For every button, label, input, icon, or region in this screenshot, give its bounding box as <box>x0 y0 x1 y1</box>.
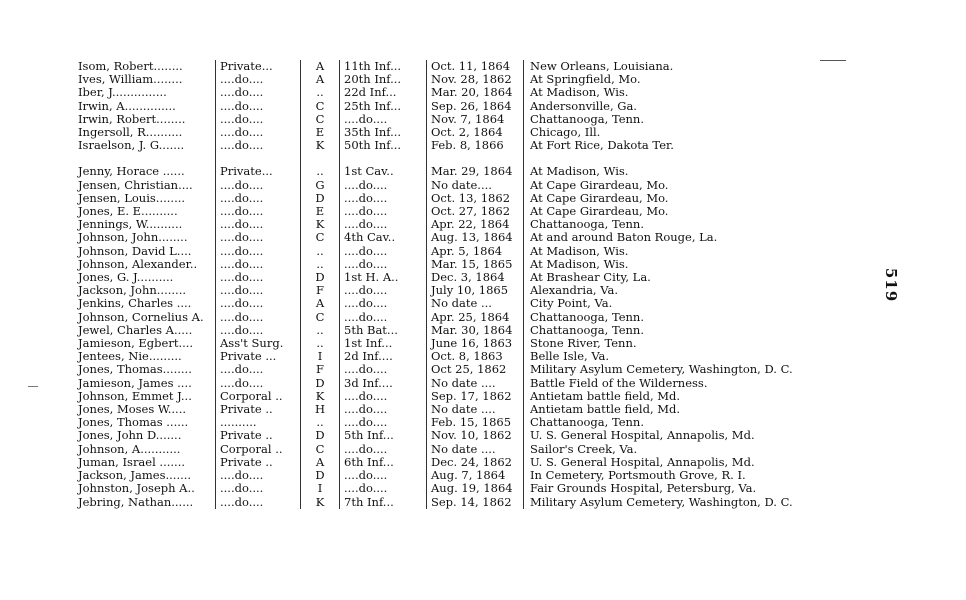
soldier-name-cell: Jones, John D....... <box>78 428 182 443</box>
rank-cell: ....do.... <box>216 205 301 218</box>
date-of-death-cell: Sep. 17, 1862 <box>427 390 524 403</box>
place-of-burial-cell: At Madison, Wis. <box>524 258 821 271</box>
table-row <box>78 139 820 152</box>
regiment-cell: 50th Inf... <box>340 139 427 152</box>
soldier-name-cell: Jones, G. J.......... <box>78 270 174 285</box>
regiment-cell: 25th Inf... <box>340 100 427 113</box>
table-row <box>78 311 820 324</box>
soldier-name-cell: Johnson, A........... <box>78 441 181 456</box>
regiment-cell: ....do.... <box>340 443 427 456</box>
regiment-cell: ....do.... <box>340 258 427 271</box>
soldier-name-cell: Ingersoll, R.......... <box>78 125 183 140</box>
place-of-burial-cell: Antietam battle field, Md. <box>524 390 821 403</box>
regiment-cell: 1st Inf... <box>340 337 427 350</box>
soldier-name-cell: Ives, William........ <box>78 72 183 87</box>
company-cell: D <box>301 377 340 390</box>
rank-cell: ....do.... <box>216 271 301 284</box>
rank-cell: ....do.... <box>216 73 301 86</box>
date-of-death-cell: Oct. 27, 1862 <box>427 205 524 218</box>
table-row <box>78 86 820 99</box>
soldier-name-cell: Jebring, Nathan...... <box>78 494 194 509</box>
rank-cell: ....do.... <box>216 245 301 258</box>
place-of-burial-cell: U. S. General Hospital, Annapolis, Md. <box>524 429 821 442</box>
table-row <box>78 482 820 495</box>
soldier-name-cell: Jones, Thomas ...... <box>78 415 189 430</box>
soldier-name-cell: Juman, Israel ....... <box>78 454 186 469</box>
date-of-death-cell: Mar. 30, 1864 <box>427 324 524 337</box>
company-cell: .. <box>301 165 340 178</box>
place-of-burial-cell: At Fort Rice, Dakota Ter. <box>524 139 821 152</box>
date-of-death-cell: Apr. 25, 1864 <box>427 311 524 324</box>
date-of-death-cell: Aug. 7, 1864 <box>427 469 524 482</box>
company-cell: K <box>301 390 340 403</box>
rank-cell: ....do.... <box>216 231 301 244</box>
company-cell: E <box>301 126 340 139</box>
company-cell: K <box>301 218 340 231</box>
company-cell: I <box>301 482 340 495</box>
place-of-burial-cell: At Madison, Wis. <box>524 86 821 99</box>
soldier-name-cell: Iber, J............... <box>78 85 167 100</box>
soldier-name-cell: Jenny, Horace ...... <box>78 164 185 179</box>
date-of-death-cell: Mar. 29, 1864 <box>427 165 524 178</box>
date-of-death-cell: No date.... <box>427 179 524 192</box>
company-cell: K <box>301 139 340 152</box>
rank-cell: ....do.... <box>216 86 301 99</box>
soldier-name-cell: Johnson, David L.... <box>78 243 192 258</box>
place-of-burial-cell: At Madison, Wis. <box>524 245 821 258</box>
place-of-burial-cell: Chattanooga, Tenn. <box>524 113 821 126</box>
soldier-name-cell: Irwin, A.............. <box>78 98 176 113</box>
rank-cell: Ass't Surg. <box>216 337 301 350</box>
date-of-death-cell: Oct. 13, 1862 <box>427 192 524 205</box>
regiment-cell: ....do.... <box>340 469 427 482</box>
rank-cell: ....do.... <box>216 496 301 509</box>
place-of-burial-cell: At Cape Girardeau, Mo. <box>524 205 821 218</box>
place-of-burial-cell: At Brashear City, La. <box>524 271 821 284</box>
regiment-cell: ....do.... <box>340 297 427 310</box>
place-of-burial-cell: Chattanooga, Tenn. <box>524 218 821 231</box>
soldier-name-cell: Jones, E. E.......... <box>78 204 178 219</box>
margin-tick <box>28 386 38 387</box>
company-cell: D <box>301 192 340 205</box>
company-cell: D <box>301 271 340 284</box>
place-of-burial-cell: Chicago, Ill. <box>524 126 821 139</box>
regiment-cell: 4th Cav.. <box>340 231 427 244</box>
regiment-cell: ....do.... <box>340 179 427 192</box>
date-of-death-cell: Aug. 19, 1864 <box>427 482 524 495</box>
table-row <box>78 100 820 113</box>
page-number: 519 <box>882 267 901 303</box>
place-of-burial-cell: Antietam battle field, Md. <box>524 403 821 416</box>
place-of-burial-cell: At Cape Girardeau, Mo. <box>524 192 821 205</box>
rank-cell: Private... <box>216 165 301 178</box>
regiment-cell: 35th Inf... <box>340 126 427 139</box>
rank-cell: ....do.... <box>216 218 301 231</box>
rank-cell: ....do.... <box>216 324 301 337</box>
company-cell: C <box>301 443 340 456</box>
date-of-death-cell: June 16, 1863 <box>427 337 524 350</box>
date-of-death-cell: Feb. 15, 1865 <box>427 416 524 429</box>
place-of-burial-cell: At Cape Girardeau, Mo. <box>524 179 821 192</box>
rank-cell: .......... <box>216 416 301 429</box>
company-cell: K <box>301 496 340 509</box>
rank-cell: ....do.... <box>216 113 301 126</box>
rank-cell: ....do.... <box>216 100 301 113</box>
rank-cell: ....do.... <box>216 126 301 139</box>
soldier-name-cell: Israelson, J. G....... <box>78 138 185 153</box>
table-row <box>78 179 820 192</box>
company-cell: C <box>301 231 340 244</box>
table-row <box>78 245 820 258</box>
regiment-cell: 3d Inf.... <box>340 377 427 390</box>
regiment-cell: ....do.... <box>340 390 427 403</box>
place-of-burial-cell: U. S. General Hospital, Annapolis, Md. <box>524 456 821 469</box>
regiment-cell: ....do.... <box>340 363 427 376</box>
table-row <box>78 443 820 456</box>
place-of-burial-cell: Battle Field of the Wilderness. <box>524 377 821 390</box>
rank-cell: ....do.... <box>216 469 301 482</box>
regiment-cell: ....do.... <box>340 403 427 416</box>
regiment-cell: 5th Bat... <box>340 324 427 337</box>
place-of-burial-cell: Military Asylum Cemetery, Washington, D. C. <box>524 363 821 376</box>
place-of-burial-cell: City Point, Va. <box>524 297 821 310</box>
margin-rule <box>820 60 846 61</box>
date-of-death-cell: Mar. 15, 1865 <box>427 258 524 271</box>
date-of-death-cell: Oct. 2, 1864 <box>427 126 524 139</box>
regiment-cell: 20th Inf... <box>340 73 427 86</box>
place-of-burial-cell: Fair Grounds Hospital, Petersburg, Va. <box>524 482 821 495</box>
date-of-death-cell: Dec. 24, 1862 <box>427 456 524 469</box>
date-of-death-cell: Oct. 8, 1863 <box>427 350 524 363</box>
date-of-death-cell: Dec. 3, 1864 <box>427 271 524 284</box>
regiment-cell: ....do.... <box>340 218 427 231</box>
place-of-burial-cell: In Cemetery, Portsmouth Grove, R. I. <box>524 469 821 482</box>
date-of-death-cell: Nov. 28, 1862 <box>427 73 524 86</box>
rank-cell: ....do.... <box>216 311 301 324</box>
table-row <box>78 231 820 244</box>
company-cell: C <box>301 100 340 113</box>
place-of-burial-cell: At and around Baton Rouge, La. <box>524 231 821 244</box>
table-row <box>78 429 820 442</box>
place-of-burial-cell: At Madison, Wis. <box>524 165 821 178</box>
rank-cell: ....do.... <box>216 363 301 376</box>
company-cell: H <box>301 403 340 416</box>
soldier-name-cell: Jentees, Nie......... <box>78 349 182 364</box>
regiment-cell: 5th Inf... <box>340 429 427 442</box>
date-of-death-cell: Apr. 5, 1864 <box>427 245 524 258</box>
rank-cell: Private .. <box>216 429 301 442</box>
soldier-name-cell: Isom, Robert........ <box>78 59 183 73</box>
date-of-death-cell: Nov. 7, 1864 <box>427 113 524 126</box>
soldier-name-cell: Jensen, Christian.... <box>78 177 193 192</box>
place-of-burial-cell: Sailor's Creek, Va. <box>524 443 821 456</box>
soldier-name-cell: Jensen, Louis........ <box>78 190 186 205</box>
regiment-cell: 6th Inf... <box>340 456 427 469</box>
company-cell: .. <box>301 245 340 258</box>
company-cell: G <box>301 179 340 192</box>
company-cell: .. <box>301 416 340 429</box>
rank-cell: ....do.... <box>216 258 301 271</box>
company-cell: D <box>301 429 340 442</box>
regiment-cell: ....do.... <box>340 416 427 429</box>
company-cell: D <box>301 469 340 482</box>
burial-register-table <box>78 60 820 509</box>
company-cell: A <box>301 60 340 73</box>
company-cell: A <box>301 456 340 469</box>
date-of-death-cell: Nov. 10, 1862 <box>427 429 524 442</box>
company-cell: C <box>301 113 340 126</box>
date-of-death-cell: Aug. 13, 1864 <box>427 231 524 244</box>
table-row <box>78 297 820 310</box>
rank-cell: ....do.... <box>216 482 301 495</box>
table-row <box>78 363 820 376</box>
date-of-death-cell: Feb. 8, 1866 <box>427 139 524 152</box>
regiment-cell: 2d Inf.... <box>340 350 427 363</box>
date-of-death-cell: Apr. 22, 1864 <box>427 218 524 231</box>
rank-cell: Private .. <box>216 403 301 416</box>
soldier-name-cell: Jewel, Charles A..... <box>78 322 193 337</box>
company-cell: .. <box>301 324 340 337</box>
date-of-death-cell: No date .... <box>427 377 524 390</box>
rank-cell: ....do.... <box>216 377 301 390</box>
soldier-name-cell: Johnson, Alexander.. <box>78 256 198 271</box>
regiment-cell: ....do.... <box>340 113 427 126</box>
table-row <box>78 165 820 178</box>
date-of-death-cell: July 10, 1865 <box>427 284 524 297</box>
regiment-cell: ....do.... <box>340 311 427 324</box>
soldier-name-cell: Jamieson, Egbert.... <box>78 336 194 351</box>
company-cell: F <box>301 284 340 297</box>
rank-cell: ....do.... <box>216 179 301 192</box>
soldier-name-cell: Irwin, Robert........ <box>78 111 186 126</box>
place-of-burial-cell: New Orleans, Louisiana. <box>524 60 821 73</box>
regiment-cell: ....do.... <box>340 284 427 297</box>
rank-cell: Private .. <box>216 456 301 469</box>
date-of-death-cell: Sep. 26, 1864 <box>427 100 524 113</box>
rank-cell: Corporal .. <box>216 443 301 456</box>
table-row <box>78 496 820 509</box>
soldier-name-cell: Jamieson, James .... <box>78 375 192 390</box>
place-of-burial-cell: Military Asylum Cemetery, Washington, D. C. <box>524 496 821 509</box>
company-cell: .. <box>301 337 340 350</box>
regiment-cell: 1st H. A.. <box>340 271 427 284</box>
date-of-death-cell: Oct. 11, 1864 <box>427 60 524 73</box>
place-of-burial-cell: Chattanooga, Tenn. <box>524 324 821 337</box>
company-cell: F <box>301 363 340 376</box>
date-of-death-cell: Oct 25, 1862 <box>427 363 524 376</box>
soldier-name-cell: Jennings, W.......... <box>78 217 183 232</box>
rank-cell: ....do.... <box>216 139 301 152</box>
regiment-cell: ....do.... <box>340 205 427 218</box>
regiment-cell: ....do.... <box>340 245 427 258</box>
place-of-burial-cell: Belle Isle, Va. <box>524 350 821 363</box>
soldier-name-cell: Jackson, James....... <box>78 468 192 483</box>
rank-cell: ....do.... <box>216 284 301 297</box>
soldier-name-cell: Johnson, John........ <box>78 230 188 245</box>
regiment-cell: 22d Inf... <box>340 86 427 99</box>
company-cell: A <box>301 73 340 86</box>
soldier-name-cell: Jackson, John........ <box>78 283 187 298</box>
company-cell: E <box>301 205 340 218</box>
company-cell: A <box>301 297 340 310</box>
soldier-name-cell: Johnston, Joseph A.. <box>78 481 195 496</box>
date-of-death-cell: Mar. 20, 1864 <box>427 86 524 99</box>
company-cell: I <box>301 350 340 363</box>
place-of-burial-cell: Andersonville, Ga. <box>524 100 821 113</box>
soldier-name-cell: Jenkins, Charles .... <box>78 296 192 311</box>
date-of-death-cell: No date .... <box>427 403 524 416</box>
rank-cell: Corporal .. <box>216 390 301 403</box>
regiment-cell: 1st Cav.. <box>340 165 427 178</box>
company-cell: .. <box>301 86 340 99</box>
company-cell: C <box>301 311 340 324</box>
regiment-cell: ....do.... <box>340 482 427 495</box>
place-of-burial-cell: Stone River, Tenn. <box>524 337 821 350</box>
date-of-death-cell: No date ... <box>427 297 524 310</box>
place-of-burial-cell: Alexandria, Va. <box>524 284 821 297</box>
rank-cell: ....do.... <box>216 192 301 205</box>
regiment-cell: 7th Inf... <box>340 496 427 509</box>
table-row <box>78 377 820 390</box>
date-of-death-cell: Sep. 14, 1862 <box>427 496 524 509</box>
regiment-cell: 11th Inf... <box>340 60 427 73</box>
company-cell: .. <box>301 258 340 271</box>
rank-cell: Private ... <box>216 350 301 363</box>
soldier-name-cell: Johnson, Emmet J... <box>78 388 192 403</box>
soldier-name-cell: Jones, Moses W..... <box>78 402 187 417</box>
rank-cell: Private... <box>216 60 301 73</box>
date-of-death-cell: No date .... <box>427 443 524 456</box>
place-of-burial-cell: Chattanooga, Tenn. <box>524 311 821 324</box>
register-body <box>78 60 820 509</box>
regiment-cell: ....do.... <box>340 192 427 205</box>
soldier-name-cell: Johnson, Cornelius A. <box>78 309 204 324</box>
place-of-burial-cell: Chattanooga, Tenn. <box>524 416 821 429</box>
place-of-burial-cell: At Springfield, Mo. <box>524 73 821 86</box>
rank-cell: ....do.... <box>216 297 301 310</box>
soldier-name-cell: Jones, Thomas........ <box>78 362 192 377</box>
